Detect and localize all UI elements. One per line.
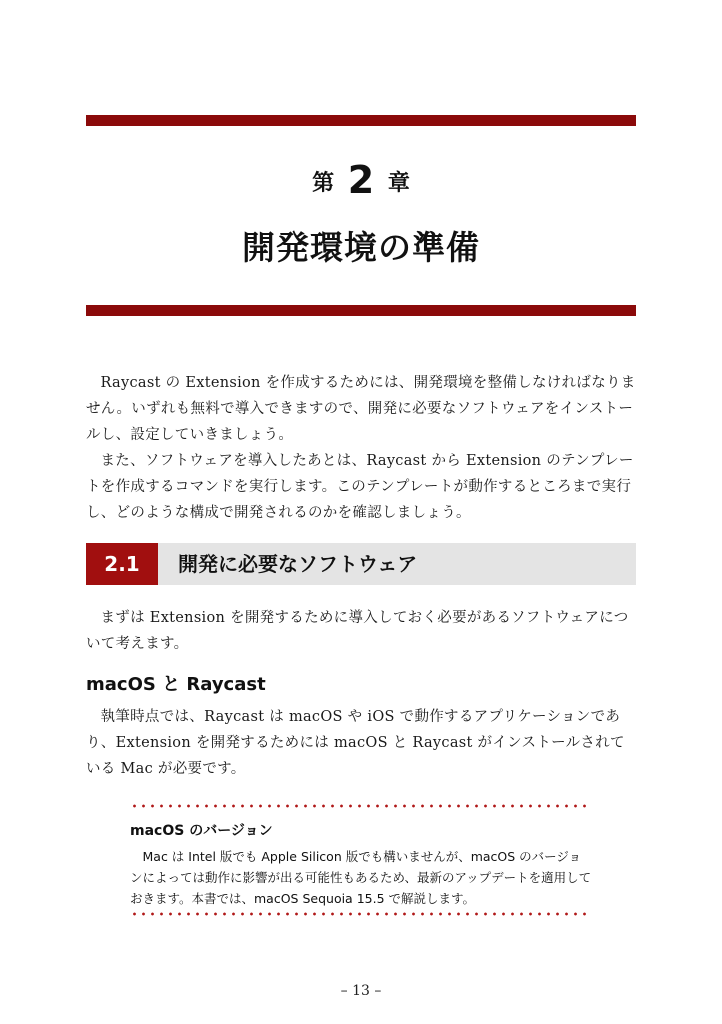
subsection-title: macOS と Raycast bbox=[86, 674, 266, 695]
note-body: Mac は Intel 版でも Apple Silicon 版でも構いませんが、macOS のバージョンによっては動作に影響が出る可能性もあるため、最新のアップデートを適用しておきます。本書では、macOS Sequoia 15.5 で解説します。 bbox=[130, 849, 592, 906]
chapter-top-rule bbox=[86, 115, 636, 126]
section-paragraph: まずは Extension を開発するために導入しておく必要があるソフトウェアについて考えます。 bbox=[86, 610, 629, 652]
subsection-paragraph: 執筆時点では、Raycast は macOS や iOS で動作するアプリケーションであり、Extension を開発するためには macOS と Raycast がインストールされている Mac が必要です。 bbox=[86, 709, 625, 777]
section-header bbox=[86, 543, 636, 585]
chapter-bottom-rule bbox=[86, 305, 636, 316]
chapter-number: 2 bbox=[347, 158, 375, 202]
section-title: 開発に必要なソフトウェア bbox=[178, 552, 418, 576]
note-top-dotted-rule bbox=[130, 804, 592, 808]
note-bottom-dotted-rule bbox=[130, 912, 592, 916]
page-number: – 13 – bbox=[340, 983, 382, 999]
chapter-prefix: 第 bbox=[312, 171, 335, 196]
intro-paragraph-2: また、ソフトウェアを導入したあとは、Raycast から Extension のテンプレートを作成するコマンドを実行します。このテンプレートが動作するところまで実行し、どのような構成で開発されるのかを確認しましょう。 bbox=[86, 453, 634, 521]
chapter-label bbox=[0, 158, 722, 202]
chapter-title: 開発環境の準備 bbox=[242, 228, 480, 267]
note-title: macOS のバージョン bbox=[130, 823, 273, 839]
chapter-suffix: 章 bbox=[387, 171, 410, 196]
section-number: 2.1 bbox=[86, 543, 158, 585]
intro-paragraph-1: Raycast の Extension を作成するためには、開発環境を整備しなければなりません。いずれも無料で導入できますので、開発に必要なソフトウェアをインストールし、設定していきましょう。 bbox=[86, 375, 636, 443]
